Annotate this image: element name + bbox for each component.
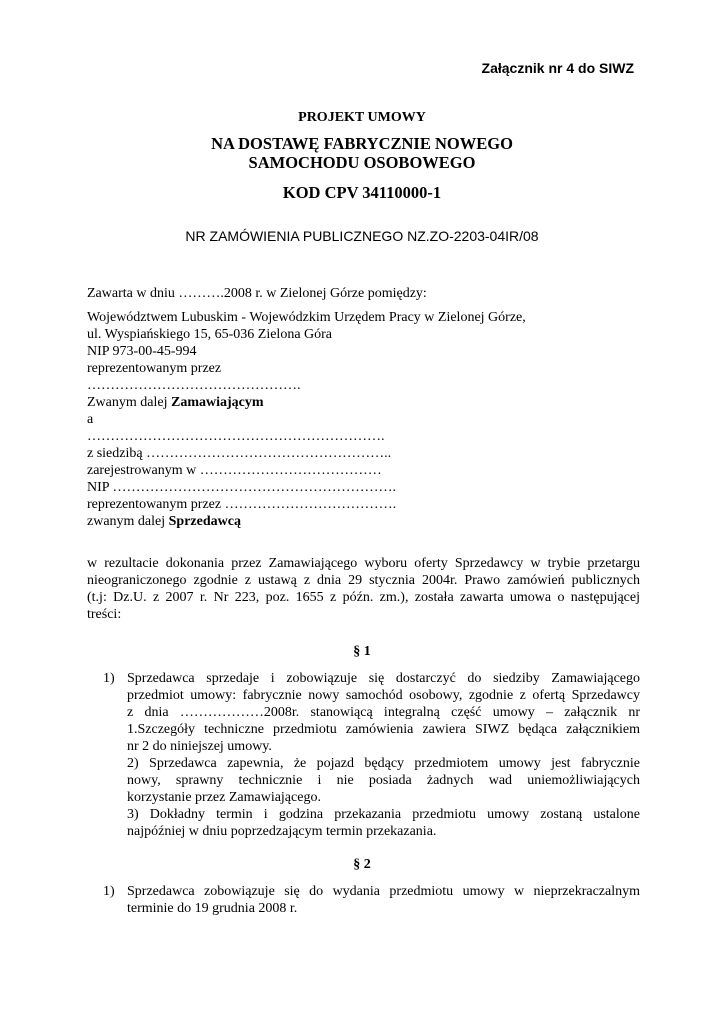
section-2-item [103,883,640,917]
intro-line-4: treści: [87,607,122,622]
section-1-heading: § 1 [353,644,371,659]
buyer-role: Zamawiającym [170,395,264,410]
s1-line: nr 2 do niniejszej umowy. [127,739,272,754]
intro-line-1: w rezultacie dokonania przez Zamawiającego wyboru oferty Sprzedawcy w trybie przetargu [87,556,640,571]
annex-label: Załącznik nr 4 do SIWZ [481,60,634,76]
s1-line: Sprzedawca sprzedaje i zobowiązuje się dostarczyć do siedziby Zamawiającego [127,671,640,686]
s1-line: przedmiot umowy: fabrycznie nowy samochód osobowy, zgodnie z ofertą Sprzedawcy [127,688,640,703]
called-seller-line [87,513,241,530]
s1-line: najpóźniej w dniu poprzedzającym termin przekazania. [127,824,437,839]
represented-line: reprezentowanym przez [87,361,222,376]
and-line: a [87,412,94,427]
item-number: 1) [103,671,115,686]
s2-line: Sprzedawca zobowiązuje się do wydania przedmiotu umowy w nieprzekraczalnym [127,884,640,899]
title-line-2: SAMOCHODU OSOBOWEGO [248,153,476,172]
intro-line-2: nieograniczonego zgodnie z ustawą z dnia 29 stycznia 2004r. Prawo zamówień publicznych [87,573,640,588]
concluded-line: Zawarta w dniu ……….2008 r. w Zielonej Górze pomiędzy: [87,286,427,301]
s1-line: nowy, sprawny technicznie i nie posiada żadnych wad uniemożliwiających [127,773,640,788]
s1-line: z dnia ………………2008r. stanowiącą integralną część umowy – załącznik nr [127,705,640,720]
buyer-nip: NIP 973-00-45-994 [87,344,197,359]
called-prefix: Zwanym dalej [87,395,171,410]
s1-line: korzystanie przez Zamawiającego. [127,790,321,805]
called-prefix-2: zwanym dalej [87,514,169,529]
dots-line-2: ………………………………………………………. [87,429,385,444]
project-label: PROJEKT UMOWY [298,110,426,125]
registered-line: zarejestrowanym w ………………………………… [87,463,382,478]
buyer-line-2: ul. Wyspiańskiego 15, 65-036 Zielona Góra [87,327,333,342]
seat-line: z siedzibą …………………………………………….. [87,446,392,461]
seller-nip-line: NIP ……………………………………………………. [87,480,397,495]
s2-line: terminie do 19 grudnia 2008 r. [127,901,298,916]
buyer-line-1: Województwem Lubuskim - Wojewódzkim Urzędem Pracy w Zielonej Górze, [87,310,526,325]
s1-line: 3) Dokładny termin i godzina przekazania przedmiotu umowy zostaną ustalone [127,807,640,822]
intro-paragraph [87,555,640,623]
cpv-code: KOD CPV 34110000-1 [282,183,442,202]
title-line-1: NA DOSTAWĘ FABRYCZNIE NOWEGO [211,134,513,153]
order-number: NR ZAMÓWIENIA PUBLICZNEGO NZ.ZO-2203-04IR/08 [185,228,539,244]
seller-role: Sprzedawcą [168,514,241,529]
intro-line-3: (t.j: Dz.U. z 2007 r. Nr 223, poz. 1655 z późn. zm.), została zawarta umowa o następującej [87,590,640,605]
item-number: 1) [103,884,115,899]
section-2-heading: § 2 [353,857,371,872]
called-buyer-line [87,394,264,411]
section-1-item [103,670,640,840]
represented-line-2: reprezentowanym przez ………………………………. [87,497,397,512]
s1-line: 2) Sprzedawca zapewnia, że pojazd będący przedmiotem umowy jest fabrycznie [127,756,640,771]
dots-line-1: ………………………………………. [87,378,301,393]
s1-line: 1.Szczegóły techniczne przedmiotu zamówienia zawiera SIWZ będąca załącznikiem [127,722,640,737]
